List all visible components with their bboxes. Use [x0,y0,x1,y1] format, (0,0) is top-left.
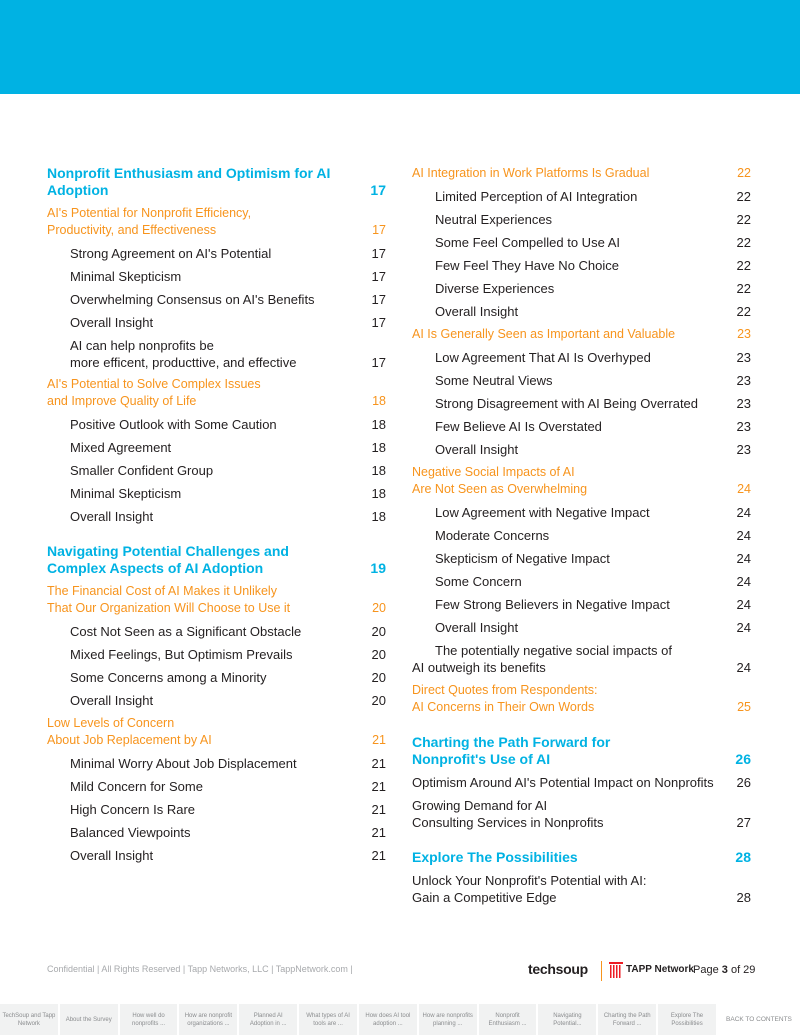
toc-entry-page: 17 [371,355,386,370]
toc-entry[interactable] [47,205,386,239]
toc-entry-page: 22 [736,258,751,273]
toc-entry-title: Adoption [47,182,109,198]
toc-entry-page: 20 [372,601,386,615]
toc-entry-title: Low Levels of Concern [47,716,175,730]
toc-entry-title: Some Feel Compelled to Use AI [435,235,620,250]
nav-tab[interactable]: BACK TO CONTENTS [718,1004,800,1035]
toc-entry-title: AI Concerns in Their Own Words [412,700,595,714]
bottom-navigation [0,1004,800,1035]
toc-entry[interactable] [435,234,751,251]
toc-entry[interactable] [435,188,751,205]
toc-entry-title: Unlock Your Nonprofit's Potential with AI: [412,873,647,888]
toc-entry-page: 18 [371,463,386,478]
toc-entry[interactable] [412,326,751,343]
nav-tab[interactable]: Charting the Path Forward ... [598,1004,658,1035]
toc-entry[interactable] [435,303,751,320]
toc-entry-page: 21 [371,848,386,863]
toc-entry-page: 18 [371,417,386,432]
toc-entry-page: 18 [371,486,386,501]
toc-entry[interactable] [435,527,751,544]
toc-entry[interactable] [435,504,751,521]
toc-entry-page: 17 [371,315,386,330]
toc-entry-title: The Financial Cost of AI Makes it Unlikely [47,584,277,598]
toc-entry-title: Charting the Path Forward for [412,734,611,750]
toc-entry-page: 28 [735,849,751,865]
toc-entry-page: 26 [735,751,751,767]
toc-entry[interactable] [70,669,386,686]
toc-entry-title: Some Concerns among a Minority [70,670,267,685]
toc-entry-page: 26 [736,775,751,790]
toc-entry-title: Productivity, and Effectiveness [47,223,217,237]
toc-entry[interactable] [412,464,751,498]
toc-entry-page: 24 [736,620,751,635]
toc-entry-title: Gain a Competitive Edge [412,890,557,905]
toc-entry[interactable] [435,211,751,228]
toc-entry-page: 23 [736,396,751,411]
toc-entry[interactable] [70,314,386,331]
toc-entry[interactable] [70,337,386,371]
nav-tab[interactable]: Navigating Potential... [538,1004,598,1035]
header-banner [0,0,800,94]
page-number [693,964,755,976]
page-total: of 29 [730,964,756,976]
toc-entry-page: 24 [736,597,751,612]
toc-entry-page: 20 [371,624,386,639]
toc-entry-title: Nonprofit Enthusiasm and Optimism for AI [47,165,331,181]
toc-entry-title: AI Is Generally Seen as Important and Valuable [412,327,676,341]
toc-entry-page: 20 [371,670,386,685]
toc-entry-page: 18 [371,440,386,455]
toc-entry-title: AI can help nonprofits be [70,338,214,353]
nav-tab[interactable]: Planned AI Adoption in ... [239,1004,299,1035]
toc-entry-title: That Our Organization Will Choose to Use it [47,601,291,615]
toc-entry-title: Mixed Feelings, But Optimism Prevails [70,647,293,662]
toc-entry[interactable] [70,485,386,502]
toc-entry[interactable] [412,774,751,791]
toc-entry[interactable] [412,849,751,866]
toc-entry-page: 23 [736,373,751,388]
nav-tab[interactable]: How are nonprofit organizations ... [179,1004,239,1035]
toc-entry-title: Navigating Potential Challenges and [47,543,289,559]
nav-tab[interactable]: Explore The Possibilities [658,1004,718,1035]
toc-entry-page: 27 [736,815,751,830]
toc-entry-title: Negative Social Impacts of AI [412,465,575,479]
toc-entry[interactable] [70,801,386,818]
toc-entry-title: Some Concern [435,574,522,589]
toc-entry[interactable] [70,847,386,864]
toc-entry-title: Nonprofit's Use of AI [412,751,551,767]
toc-entry-title: Neutral Experiences [435,212,553,227]
toc-entry-title: Are Not Seen as Overwhelming [412,482,588,496]
toc-entry-page: 21 [372,733,386,747]
toc-entry[interactable] [412,797,751,831]
toc-entry-title: Growing Demand for AI [412,798,548,813]
toc-entry-title: AI's Potential to Solve Complex Issues [47,377,261,391]
toc-entry-title: Overall Insight [70,315,154,330]
toc-entry-page: 21 [371,802,386,817]
toc-entry-title: Smaller Confident Group [70,463,214,478]
toc-entry[interactable] [47,583,386,617]
toc-entry-page: 24 [736,551,751,566]
toc-entry-title: Minimal Worry About Job Displacement [70,756,297,771]
toc-entry-page: 25 [737,700,751,714]
toc-entry[interactable] [70,755,386,772]
toc-entry[interactable] [47,376,386,410]
toc-entry-title: Few Strong Believers in Negative Impact [435,597,670,612]
nav-tab[interactable]: What types of AI tools are ... [299,1004,359,1035]
toc-entry[interactable] [70,824,386,841]
toc-entry-title: Overall Insight [70,693,154,708]
toc-entry-page: 17 [371,292,386,307]
toc-entry-page: 18 [371,509,386,524]
toc-entry-title: Limited Perception of AI Integration [435,189,638,204]
toc-entry-title: Strong Disagreement with AI Being Overrated [435,396,699,411]
toc-entry-title: Diverse Experiences [435,281,555,296]
nav-tab[interactable]: About the Survey [60,1004,120,1035]
toc-entry[interactable] [435,619,751,636]
toc-entry[interactable] [70,623,386,640]
toc-entry-page: 24 [736,660,751,675]
toc-entry-title: Overall Insight [70,848,154,863]
toc-entry[interactable] [435,596,751,613]
toc-entry-page: 18 [372,394,386,408]
toc-entry-title: Overall Insight [70,509,154,524]
toc-entry[interactable] [435,395,751,412]
toc-entry-title: AI's Potential for Nonprofit Efficiency, [47,206,252,220]
logo-divider [601,961,602,981]
footer-confidential: Confidential | All Rights Reserved | Tapp Networks, LLC | TappNetwork.com | [47,964,353,974]
toc-entry-title: Strong Agreement on AI's Potential [70,246,272,261]
toc-entry-page: 20 [371,693,386,708]
toc-entry-title: High Concern Is Rare [70,802,195,817]
toc-entry[interactable] [47,715,386,749]
toc-entry[interactable] [435,550,751,567]
page-current: 3 [721,964,728,976]
toc-entry-page: 22 [737,166,751,180]
toc-entry-title: Mild Concern for Some [70,779,203,794]
toc-entry-title: and Improve Quality of Life [47,394,197,408]
toc-entry-page: 22 [736,212,751,227]
toc-entry-page: 24 [736,505,751,520]
toc-entry-title: Optimism Around AI's Potential Impact on Nonprofits [412,775,714,790]
toc-entry-title: Positive Outlook with Some Caution [70,417,277,432]
toc-entry-title: Skepticism of Negative Impact [435,551,610,566]
toc-entry-title: Explore The Possibilities [412,849,578,865]
toc-entry-title: Minimal Skepticism [70,486,182,501]
toc-entry-title: Some Neutral Views [435,373,553,388]
toc-entry[interactable] [70,646,386,663]
toc-entry-page: 23 [736,350,751,365]
toc-entry-title: Low Agreement That AI Is Overhyped [435,350,651,365]
toc-entry[interactable] [70,291,386,308]
toc-entry-title: Overall Insight [435,620,519,635]
toc-entry[interactable] [435,573,751,590]
toc-entry-page: 24 [736,574,751,589]
toc-entry-title: AI outweigh its benefits [412,660,546,675]
toc-entry-page: 22 [736,235,751,250]
toc-entry[interactable] [435,257,751,274]
toc-entry[interactable] [70,778,386,795]
toc-entry[interactable] [435,418,751,435]
toc-entry-title: more efficent, producttive, and effective [70,355,297,370]
toc-entry-page: 23 [737,327,751,341]
toc-entry[interactable] [412,734,751,768]
toc-entry-title: Overall Insight [435,442,519,457]
toc-entry-page: 22 [736,189,751,204]
toc-entry[interactable] [412,165,751,182]
toc-entry[interactable] [435,280,751,297]
toc-entry[interactable] [435,372,751,389]
toc-entry[interactable] [412,642,751,676]
tapp-network-logo: TAPP Network [626,964,694,975]
toc-entry-page: 21 [371,756,386,771]
toc-entry-page: 23 [736,419,751,434]
toc-entry-page: 17 [372,223,386,237]
page-label: Page [693,964,719,976]
toc-entry[interactable] [412,872,751,906]
toc-entry-title: AI Integration in Work Platforms Is Gradual [412,166,650,180]
toc-entry-title: Minimal Skepticism [70,269,182,284]
toc-entry[interactable] [435,349,751,366]
toc-entry-title: About Job Replacement by AI [47,733,212,747]
techsoup-logo: techsoup [528,961,588,977]
toc-entry-title: Direct Quotes from Respondents: [412,683,598,697]
toc-entry-page: 21 [371,779,386,794]
toc-entry-page: 21 [371,825,386,840]
toc-entry[interactable] [70,439,386,456]
toc-entry[interactable] [47,543,386,577]
toc-entry[interactable] [47,165,386,199]
toc-entry-title: The potentially negative social impacts of [435,643,673,658]
toc-entry-page: 28 [736,890,751,905]
toc-entry[interactable] [70,508,386,525]
toc-entry-title: Overall Insight [435,304,519,319]
toc-entry-title: Low Agreement with Negative Impact [435,505,650,520]
toc-entry-title: Cost Not Seen as a Significant Obstacle [70,624,302,639]
toc-entry-page: 24 [737,482,751,496]
toc-entry[interactable] [70,416,386,433]
toc-entry[interactable] [435,441,751,458]
nav-tab[interactable]: How are nonprofits planning ... [419,1004,479,1035]
toc-entry-page: 20 [371,647,386,662]
toc-entry-title: Complex Aspects of AI Adoption [47,560,264,576]
toc-entry[interactable] [70,268,386,285]
toc-entry-page: 24 [736,528,751,543]
toc-entry-page: 19 [370,560,386,576]
nav-tab[interactable]: How does AI tool adoption ... [359,1004,419,1035]
toc-entry-title: Consulting Services in Nonprofits [412,815,604,830]
toc-entry-page: 17 [371,246,386,261]
toc-entry-title: Few Feel They Have No Choice [435,258,620,273]
toc-entry-title: Overwhelming Consensus on AI's Benefits [70,292,315,307]
toc-entry-title: Balanced Viewpoints [70,825,191,840]
nav-tab[interactable]: Nonprofit Enthusiasm ... [479,1004,539,1035]
toc-entry-page: 22 [736,281,751,296]
toc-entry-title: Few Believe AI Is Overstated [435,419,602,434]
tapp-logo-icon [609,962,623,978]
toc-entry[interactable] [70,245,386,262]
toc-entry-page: 17 [370,182,386,198]
toc-entry[interactable] [412,682,751,716]
toc-entry[interactable] [70,462,386,479]
nav-tab[interactable]: How well do nonprofits ... [120,1004,180,1035]
toc-entry-page: 17 [371,269,386,284]
toc-entry-title: Mixed Agreement [70,440,172,455]
toc-entry[interactable] [70,692,386,709]
toc-entry-title: Moderate Concerns [435,528,550,543]
toc-entry-page: 22 [736,304,751,319]
nav-tab[interactable]: TechSoup and Tapp Network [0,1004,60,1035]
toc-entry-page: 23 [736,442,751,457]
